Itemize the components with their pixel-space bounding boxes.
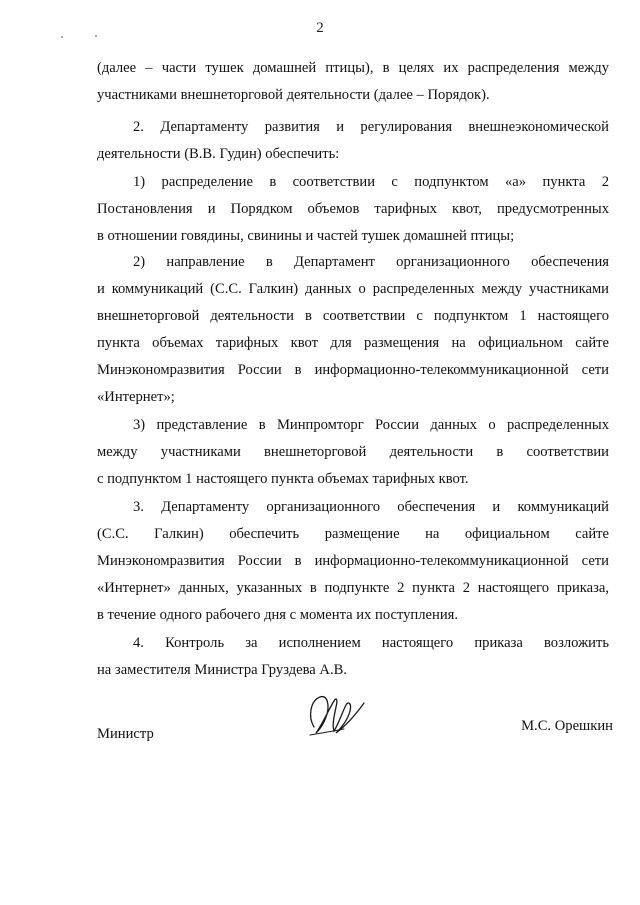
document-line: 3) представление в Минпромторг России данных о распределенных [133,417,609,433]
document-line: пункта объемах тарифных квот для размещения на официальном сайте [97,335,609,351]
document-line: 2. Департаменту развития и регулирования внешнеэкономической [133,119,609,135]
signature-row [97,718,613,758]
document-line: Минэкономразвития России в информационно-телекоммуникационной сети [97,553,609,569]
document-line: в течение одного рабочего дня с момента их поступления. [97,607,458,623]
document-line: внешнеторговой деятельности в соответствии с подпунктом 1 настоящего [97,308,609,324]
document-line: (далее – части тушек домашней птицы), в целях их распределения между [97,60,609,76]
document-line: «Интернет»; [97,389,175,405]
document-line: 3. Департаменту организационного обеспечения и коммуникаций [133,499,609,515]
document-line: между участниками внешнеторговой деятельности в соответствии [97,444,609,460]
document-line: и коммуникаций (С.С. Галкин) данных о распределенных между участниками [97,281,609,297]
document-line: с подпунктом 1 настоящего пункта объемах тарифных квот. [97,471,469,487]
document-line: Постановления и Порядком объемов тарифных квот, предусмотренных [97,201,609,217]
document-line: деятельности (В.В. Гудин) обеспечить: [97,146,340,162]
document-line: участниками внешнеторговой деятельности (далее – Порядок). [97,87,490,103]
document-line: 4. Контроль за исполнением настоящего приказа возложить [133,635,609,651]
signatory-name: М.С. Орешкин [521,718,613,734]
page-number: 2 [316,20,324,36]
document-line: «Интернет» данных, указанных в подпункте 2 пункта 2 настоящего приказа, [97,580,609,596]
document-line: 1) распределение в соответствии с подпунктом «а» пункта 2 [133,174,609,190]
document-line: на заместителя Министра Груздева А.В. [97,662,347,678]
document-line: (С.С. Галкин) обеспечить размещение на официальном сайте [97,526,609,542]
document-line: Минэкономразвития России в информационно-телекоммуникационной сети [97,362,609,378]
signatory-role: Министр [97,726,154,742]
document-line: 2) направление в Департамент организационного обеспечения [133,254,609,270]
document-line: в отношении говядины, свинины и частей тушек домашней птицы; [97,228,515,244]
